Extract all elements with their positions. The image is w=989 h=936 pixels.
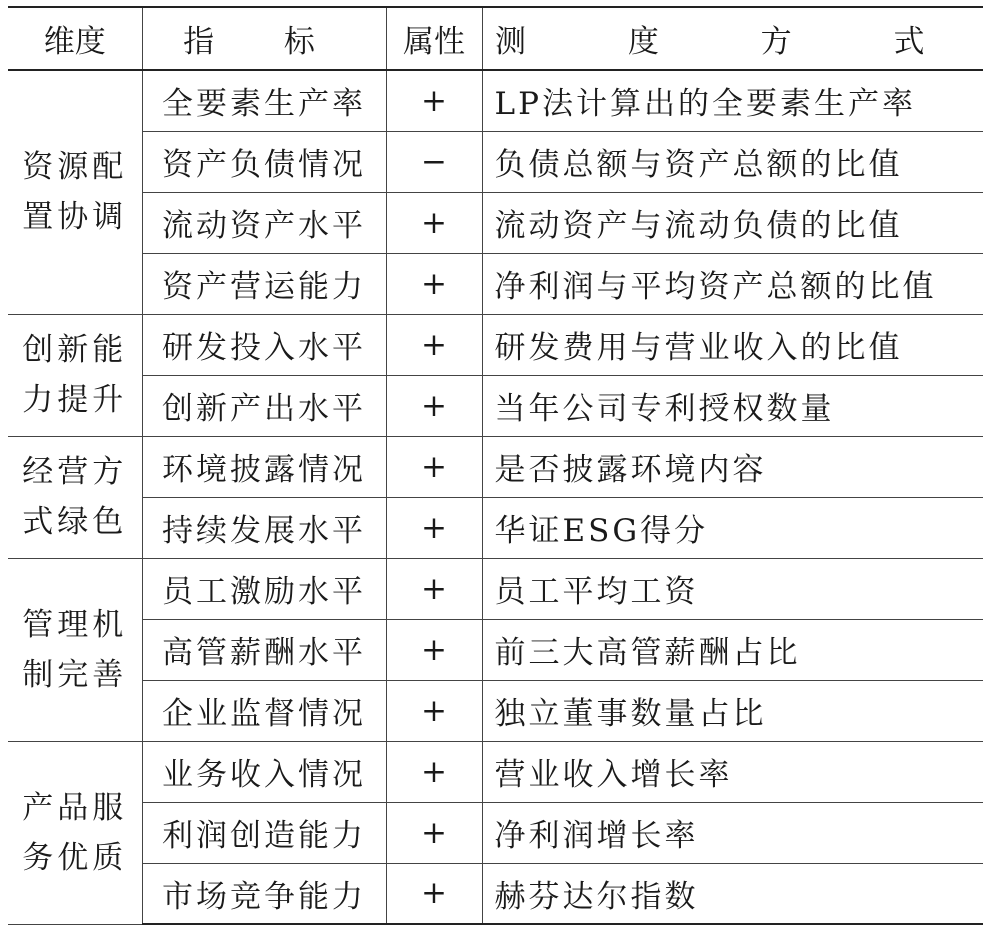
indicator-cell: 高管薪酬水平 xyxy=(142,619,386,680)
table-row xyxy=(8,253,983,314)
indicator-cell: 企业监督情况 xyxy=(142,680,386,741)
indicator-cell: 流动资产水平 xyxy=(142,192,386,253)
method-cell: 赫芬达尔指数 xyxy=(482,863,983,924)
table-row xyxy=(8,863,983,924)
indicator-cell: 持续发展水平 xyxy=(142,497,386,558)
table-row xyxy=(8,619,983,680)
header-dimension: 维度 xyxy=(8,7,142,70)
dimension-cell: 管理机制完善 xyxy=(8,558,142,741)
method-cell: 负债总额与资产总额的比值 xyxy=(482,131,983,192)
method-cell: 净利润与平均资产总额的比值 xyxy=(482,253,983,314)
table-row xyxy=(8,131,983,192)
method-cell: 流动资产与流动负债的比值 xyxy=(482,192,983,253)
dimension-cell: 创新能力提升 xyxy=(8,314,142,436)
dimension-cell: 产品服务优质 xyxy=(8,741,142,924)
indicator-cell: 环境披露情况 xyxy=(142,436,386,497)
attribute-cell: + xyxy=(386,375,482,436)
attribute-cell: + xyxy=(386,741,482,802)
attribute-cell: + xyxy=(386,436,482,497)
table-row xyxy=(8,802,983,863)
method-cell: 前三大高管薪酬占比 xyxy=(482,619,983,680)
method-cell: 独立董事数量占比 xyxy=(482,680,983,741)
attribute-cell: − xyxy=(386,131,482,192)
attribute-cell: + xyxy=(386,680,482,741)
method-cell: 华证ESG得分 xyxy=(482,497,983,558)
indicator-cell: 研发投入水平 xyxy=(142,314,386,375)
method-cell: 是否披露环境内容 xyxy=(482,436,983,497)
method-cell: 员工平均工资 xyxy=(482,558,983,619)
indicator-table xyxy=(8,6,983,925)
attribute-cell: + xyxy=(386,314,482,375)
indicator-cell: 利润创造能力 xyxy=(142,802,386,863)
header-attribute: 属性 xyxy=(386,7,482,70)
table-row xyxy=(8,558,983,619)
method-cell: 净利润增长率 xyxy=(482,802,983,863)
method-cell: 当年公司专利授权数量 xyxy=(482,375,983,436)
attribute-cell: + xyxy=(386,863,482,924)
header-row xyxy=(8,7,983,70)
attribute-cell: + xyxy=(386,497,482,558)
table-row xyxy=(8,741,983,802)
header-method: 测 度 方 式 xyxy=(482,7,983,70)
dimension-cell: 经营方式绿色 xyxy=(8,436,142,558)
table-row xyxy=(8,70,983,131)
attribute-cell: + xyxy=(386,192,482,253)
indicator-cell: 员工激励水平 xyxy=(142,558,386,619)
method-cell: LP法计算出的全要素生产率 xyxy=(482,70,983,131)
indicator-cell: 创新产出水平 xyxy=(142,375,386,436)
method-cell: 研发费用与营业收入的比值 xyxy=(482,314,983,375)
table-row xyxy=(8,375,983,436)
table-row xyxy=(8,680,983,741)
table-row xyxy=(8,192,983,253)
table-row xyxy=(8,314,983,375)
table-row xyxy=(8,436,983,497)
table-row xyxy=(8,497,983,558)
attribute-cell: + xyxy=(386,253,482,314)
indicator-cell: 业务收入情况 xyxy=(142,741,386,802)
indicator-cell: 全要素生产率 xyxy=(142,70,386,131)
indicator-cell: 市场竞争能力 xyxy=(142,863,386,924)
dimension-cell: 资源配置协调 xyxy=(8,70,142,314)
attribute-cell: + xyxy=(386,558,482,619)
attribute-cell: + xyxy=(386,802,482,863)
attribute-cell: + xyxy=(386,619,482,680)
method-cell: 营业收入增长率 xyxy=(482,741,983,802)
header-indicator: 指 标 xyxy=(142,7,386,70)
indicator-cell: 资产营运能力 xyxy=(142,253,386,314)
attribute-cell: + xyxy=(386,70,482,131)
indicator-cell: 资产负债情况 xyxy=(142,131,386,192)
